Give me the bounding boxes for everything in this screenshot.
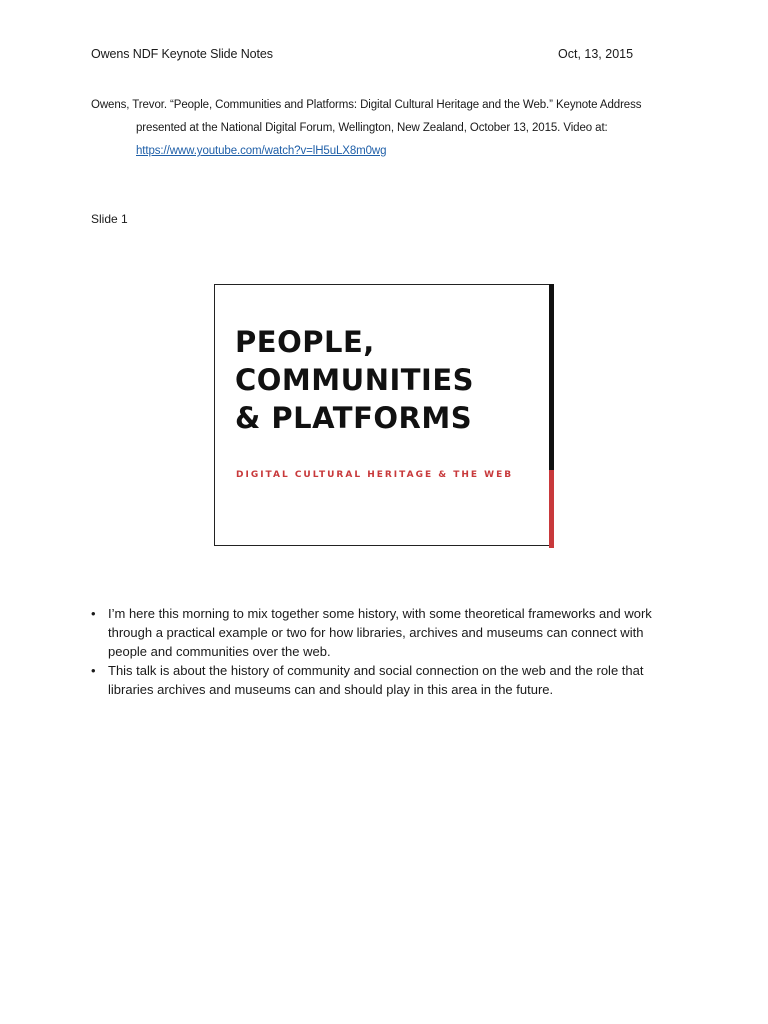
- slide-thumbnail: [214, 284, 552, 546]
- bullet-icon: •: [91, 606, 96, 621]
- citation-line-2: presented at the National Digital Forum, Wellington, New Zealand, October 13, 2015. Video at:: [136, 122, 608, 134]
- list-item: [91, 604, 671, 661]
- list-item: [91, 661, 671, 699]
- citation: [91, 94, 691, 163]
- slide-subtitle: DIGITAL CULTURAL HERITAGE & THE WEB: [236, 470, 514, 480]
- slide-accent-bar-red: [549, 470, 554, 548]
- video-link[interactable]: https://www.youtube.com/watch?v=lH5uLX8m0wg: [136, 145, 387, 157]
- slide-title-line: PEOPLE,: [235, 325, 375, 359]
- citation-line-1: Owens, Trevor. “People, Communities and Platforms: Digital Cultural Heritage and the Web.” Keynote Address: [91, 99, 642, 111]
- bullet-icon: •: [91, 663, 96, 678]
- header-title: Owens NDF Keynote Slide Notes: [91, 47, 273, 61]
- speaker-notes-list: [91, 604, 671, 699]
- list-item-text: This talk is about the history of community and social connection on the web and the role that libraries archives and museums can and should play in this area in the future.: [108, 663, 644, 697]
- slide-accent-bar-black: [549, 284, 554, 470]
- slide-title-line: COMMUNITIES: [235, 363, 475, 397]
- slide-title: [235, 323, 474, 437]
- slide-title-line: & PLATFORMS: [235, 401, 473, 435]
- list-item-text: I’m here this morning to mix together some history, with some theoretical frameworks and work through a practical example or two for how libraries, archives and museums can connect with people and communities over the web.: [108, 606, 652, 659]
- slide-label: Slide 1: [91, 212, 128, 226]
- header-date: Oct, 13, 2015: [558, 47, 634, 61]
